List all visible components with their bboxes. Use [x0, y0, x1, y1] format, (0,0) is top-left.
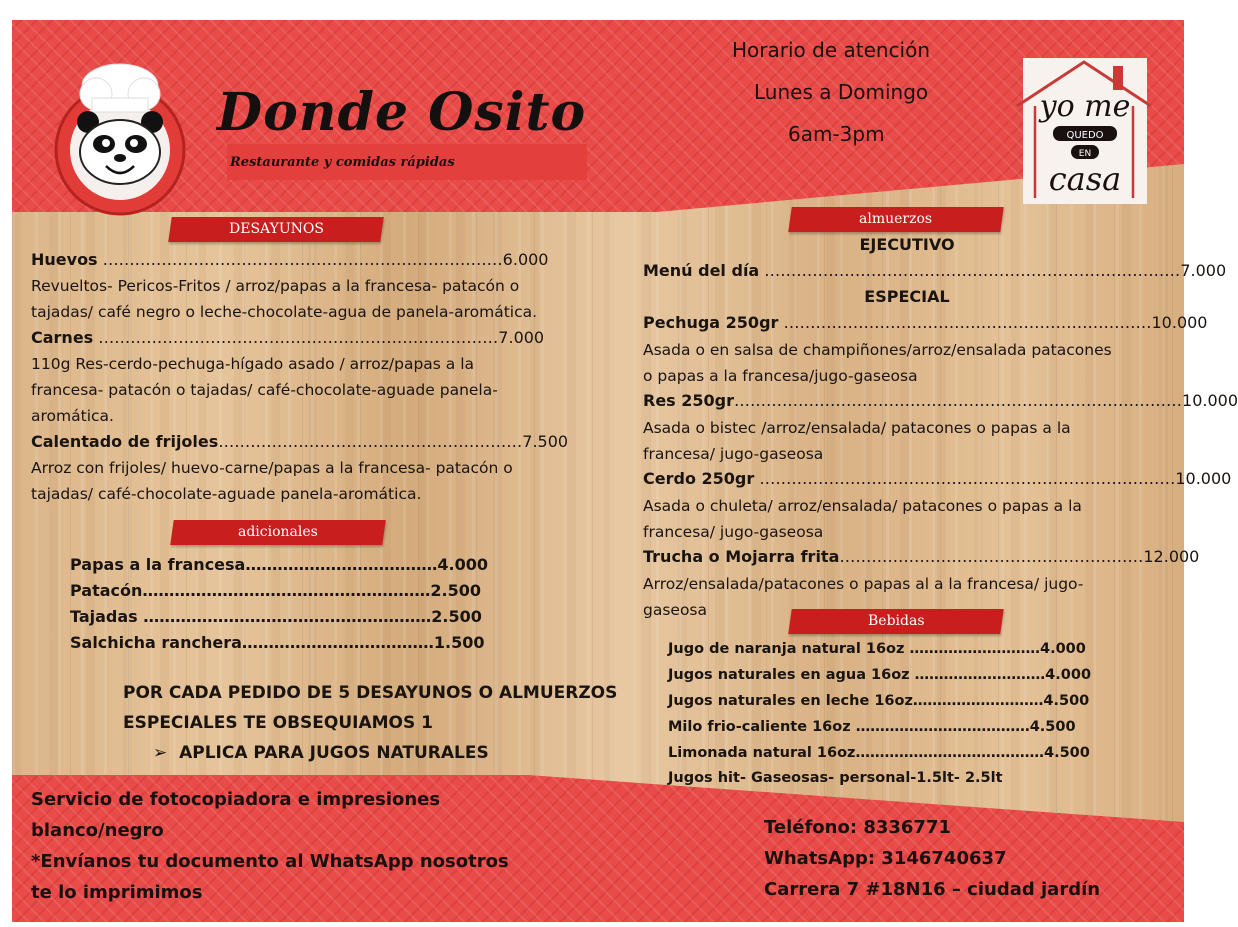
svg-text:yo me: yo me [1039, 89, 1131, 124]
hours-time: 6am-3pm [788, 122, 885, 146]
carnes-line: Carnes …………………………………………………………………7.000 [31, 328, 545, 347]
adicional-item: Papas a la francesa………………………………4.000 [70, 555, 488, 574]
bebida-item: Jugos naturales en agua 16oz ………………………4.000 [668, 667, 1092, 683]
pechuga-desc-2: o papas a la francesa/jugo-gaseosa [643, 367, 918, 385]
pechuga-desc-1: Asada o en salsa de champiñones/arroz/ensalada patacones [643, 341, 1112, 359]
promo-line-1: POR CADA PEDIDO DE 5 DESAYUNOS O ALMUERZOS [123, 683, 618, 703]
contact-phone: Teléfono: 8336771 [764, 817, 951, 838]
carnes-desc-3: aromática. [31, 407, 114, 425]
calentado-desc-1: Arroz con frijoles/ huevo-carne/papas a la francesa- patacón o [31, 459, 513, 477]
huevos-line: Huevos …………………………………………………………………6.000 [31, 250, 549, 269]
calentado-desc-2: tajadas/ café-chocolate-aguade panela-aromática. [31, 485, 422, 503]
desayunos-heading: DESAYUNOS [168, 217, 384, 242]
res-desc-2: francesa/ jugo-gaseosa [643, 445, 824, 463]
res-desc-1: Asada o bistec /arroz/ensalada/ patacones o papas a la [643, 419, 1071, 437]
trucha-desc-2: gaseosa [643, 601, 708, 619]
contact-address: Carrera 7 #18N16 – ciudad jardín [764, 879, 1101, 900]
promo-line-3: ➢ APLICA PARA JUGOS NATURALES [153, 743, 489, 763]
tagline: Restaurante y comidas rápidas [230, 155, 455, 170]
svg-text:QUEDO: QUEDO [1066, 130, 1104, 141]
hours-days: Lunes a Domingo [754, 80, 929, 104]
service-line-2: blanco/negro [31, 820, 164, 841]
almuerzos-heading: almuerzos [788, 207, 1004, 232]
carnes-desc-2: francesa- patacón o tajadas/ café-chocolate-aguade panela- [31, 381, 498, 399]
adicionales-heading: adicionales [170, 520, 386, 545]
stay-home-badge [1009, 48, 1159, 208]
huevos-desc-1: Revueltos- Pericos-Fritos / arroz/papas a la francesa- patacón o [31, 277, 520, 295]
cerdo-line: Cerdo 250gr ……………………………………………………………………10.000 [643, 469, 1232, 488]
calentado-line: Calentado de frijoles…………………………………………………7.500 [31, 432, 569, 451]
pechuga-line: Pechuga 250gr ……………………………………………………………10.000 [643, 313, 1208, 332]
res-line: Res 250gr…………………………………………………………………………10.000 [643, 391, 1238, 410]
hours-title: Horario de atención [732, 38, 931, 62]
service-line-1: Servicio de fotocopiadora e impresiones [31, 789, 441, 810]
bebida-item: Limonada natural 16oz…………………………………4.500 [668, 745, 1090, 761]
svg-text:EN: EN [1078, 149, 1092, 159]
cerdo-desc-2: francesa/ jugo-gaseosa [643, 523, 824, 541]
bebida-item: Milo frio-caliente 16oz ………………………………4.500 [668, 719, 1076, 735]
bebida-item: Jugos naturales en leche 16oz………………………4.500 [668, 693, 1090, 709]
especial-label: ESPECIAL [864, 287, 950, 306]
restaurant-name: Donde Osito [217, 82, 587, 143]
huevos-desc-2: tajadas/ café negro o leche-chocolate-agua de panela-aromática. [31, 303, 538, 321]
arrow-bullet-icon: ➢ [153, 743, 168, 763]
cerdo-desc-1: Asada o chuleta/ arroz/ensalada/ patacones o papas a la [643, 497, 1082, 515]
menu-page [12, 20, 1238, 922]
ejecutivo-label: EJECUTIVO [859, 235, 955, 254]
adicional-item: Tajadas ………………………………………………2.500 [70, 607, 482, 626]
menu-del-dia-line: Menú del día ……………………………………………………………………7.000 [643, 261, 1227, 280]
bebida-item: Jugo de naranja natural 16oz ………………………4.000 [668, 641, 1086, 657]
panda-chef-logo [40, 58, 200, 218]
trucha-desc-1: Arroz/ensalada/patacones o papas al a la francesa/ jugo- [643, 575, 1084, 593]
carnes-desc-1: 110g Res-cerdo-pechuga-hígado asado / arroz/papas a la [31, 355, 475, 373]
contact-whatsapp: WhatsApp: 3146740637 [764, 848, 1007, 869]
trucha-line: Trucha o Mojarra frita…………………………………………………12.000 [643, 547, 1200, 566]
bebida-item: Jugos hit- Gaseosas- personal-1.5lt- 2.5lt [668, 770, 1003, 786]
adicional-item: Patacón………………………………………………2.500 [70, 581, 482, 600]
promo-line-2: ESPECIALES TE OBSEQUIAMOS 1 [123, 713, 433, 733]
svg-text:casa: casa [1048, 160, 1122, 198]
service-line-3: *Envíanos tu documento al WhatsApp nosotros [31, 851, 509, 872]
service-line-4: te lo imprimimos [31, 882, 203, 903]
adicional-item: Salchicha ranchera………………………………1.500 [70, 633, 485, 652]
bebidas-heading: Bebidas [788, 609, 1004, 634]
